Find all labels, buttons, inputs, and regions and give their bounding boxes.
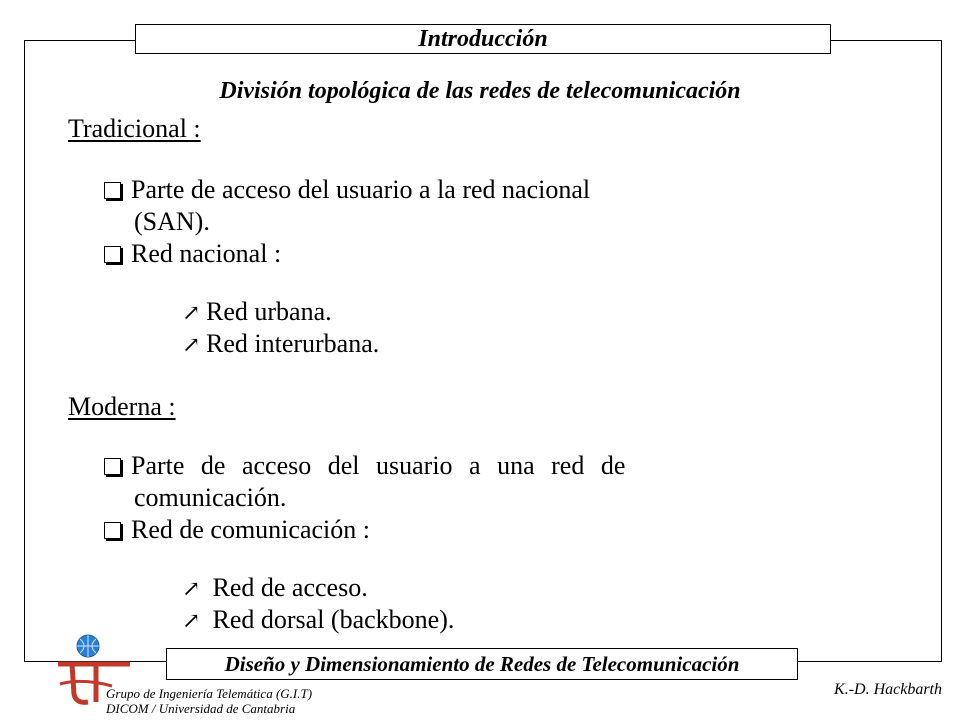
modern-item-2 [104,514,370,546]
checkbox-bullet-icon [104,522,121,539]
author: K.-D. Hackbarth [834,681,942,698]
modern-heading: Moderna : [68,392,176,421]
traditional-item-1-continuation: (SAN). [134,207,210,236]
modern-item-2-text: Red de comunicación : [131,515,370,544]
traditional-item-1-text: Parte de acceso del usuario a la red nacional [131,175,591,204]
checkbox-bullet-icon [104,182,121,199]
header-title: Introducción [135,24,831,54]
group-info [106,686,312,716]
modern-item-1-continuation: comunicación. [134,483,287,512]
course-title: Diseño y Dimensionamiento de Redes de Telecomunicación [166,648,798,680]
traditional-subitem-1-text: Red urbana. [206,297,332,326]
diagonal-arrow-icon: ↗ [182,576,201,601]
checkbox-bullet-icon [104,458,121,475]
modern-item-1-text: Parte de acceso del usuario a una red de [131,451,626,480]
traditional-subitem-1 [182,296,332,329]
checkbox-bullet-icon [104,246,121,263]
modern-item-1 [104,450,625,482]
traditional-item-2 [104,238,281,270]
traditional-item-2-text: Red nacional : [131,239,282,268]
modern-subitem-1-text: Red de acceso. [212,573,368,602]
diagonal-arrow-icon: ↗ [182,608,201,633]
traditional-subitem-2-text: Red interurbana. [206,329,380,358]
traditional-item-1 [104,174,590,206]
slide-subtitle: División topológica de las redes de telecomunicación [219,78,741,104]
group-line-1: Grupo de Ingeniería Telemática (G.I.T) [106,686,313,701]
group-line-2: DICOM / Universidad de Cantabria [106,701,296,716]
diagonal-arrow-icon: ↗ [182,332,201,357]
modern-subitem-2-text: Red dorsal (backbone). [212,605,455,634]
traditional-subitem-2 [182,328,379,361]
modern-subitem-1 [182,572,368,605]
modern-subitem-2 [182,604,454,637]
traditional-heading: Tradicional : [68,114,201,143]
diagonal-arrow-icon: ↗ [182,300,201,325]
